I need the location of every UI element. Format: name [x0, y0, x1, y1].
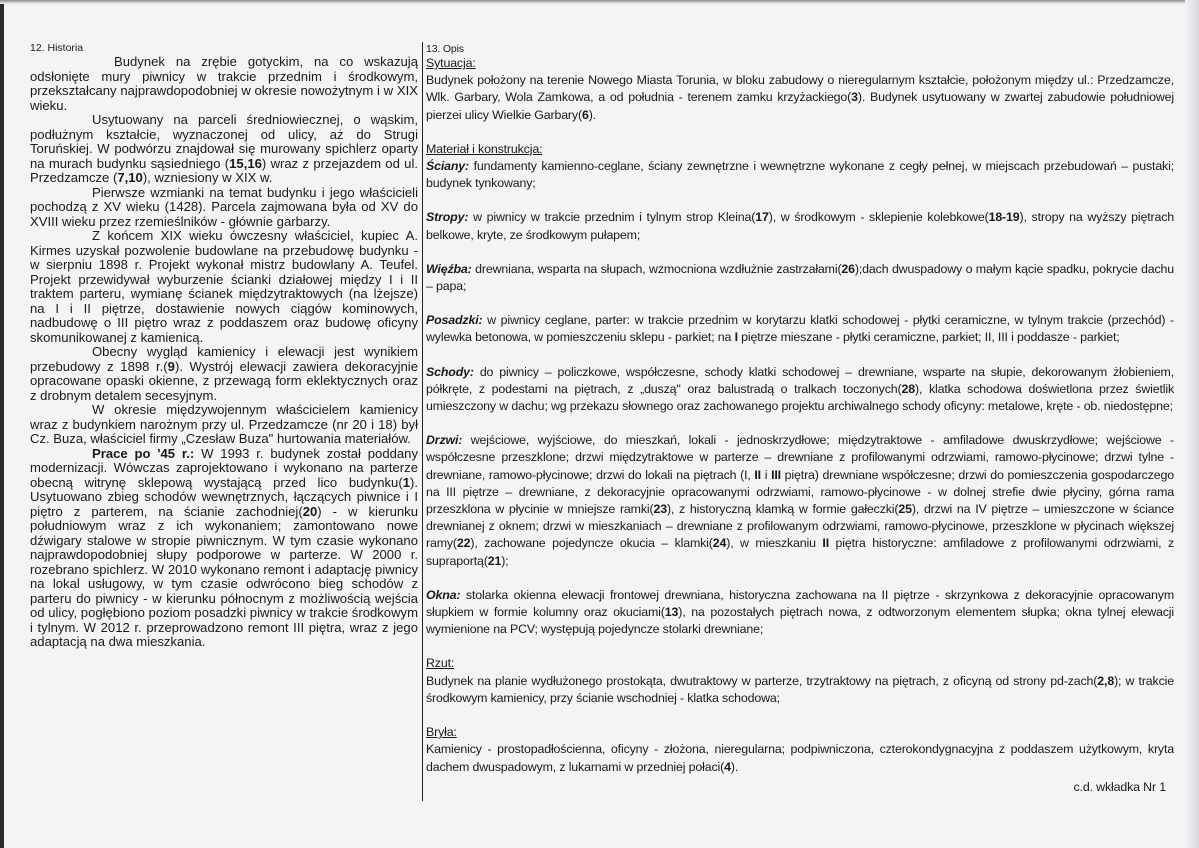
material-item: Posadzki: w piwnicy ceglane, parter: w trakcie przednim w korytarzu klatki schodowej - płytki ceramiczne, w tylnym trakcie (przechód) - wylewka betonowa, w pomieszczeniu sklepu - parkiet; na I piętrze mieszane - płytki ceramiczne, parkiet; II, III i poddasze - parkiet; — [426, 313, 1174, 345]
material-item: Okna: stolarka okienna elewacji frontowej drewniana, historyczna zachowana na II piętrze - skrzynkowa z dekoracyjnie opracowanym słupkiem w formie kolumny oraz okuciami(13), na pozostałych piętrach nowa, z odtworzonym elementem słupka; okna tylnej elewacji wymienione na PCV; występują pojedyncze stolarki drewniane; — [426, 587, 1174, 637]
history-paragraphs — [30, 55, 418, 650]
subheading-material: Materiał i konstrukcja: — [426, 141, 543, 156]
continued-note: c.d. wkładka Nr 1 — [1073, 779, 1166, 794]
material-item: Schody: do piwnicy – policzkowe, współczesne, schody klatki schodowej – drewniane, wsparte na słupie, dekorowanym żłobieniem, półkręte, z podestami na piętrach, z „duszą" oraz balustradą o tralkach toczonych(28), klatka schodowa doświetlona przez świetlik umieszczony w dachu; wg przekazu słownego oraz zachowanego projektu archiwalnego schody oficyny: metalowe, kręte - ob. niedostępne; — [426, 364, 1174, 414]
bold-reference: 6 — [581, 107, 589, 122]
bold-reference: 18-19 — [988, 210, 1020, 225]
paragraph-rzut: Budynek na planie wydłużonego prostokąta, dwutraktowy w parterze, trzytraktowy na piętrach, z oficyną od strony pd-zach(2,8); w trakcie środkowym kamienicy, przy ścianie wschodniej - klatka schodowa; — [426, 673, 1174, 705]
bold-reference: 4 — [724, 759, 731, 774]
section-title-historia: 12. Historia — [30, 42, 84, 54]
material-term: Posadzki: — [426, 313, 483, 328]
bold-reference: 20 — [302, 503, 318, 519]
bold-reference: 9 — [167, 358, 175, 374]
bold-reference: II — [822, 536, 830, 551]
material-term: Drzwi: — [426, 433, 463, 448]
bold-reference: II — [754, 467, 761, 482]
bold-reference: 13 — [664, 605, 679, 620]
column-divider — [422, 42, 423, 801]
material-term: Okna: — [426, 587, 461, 602]
bold-reference: 26 — [841, 261, 855, 276]
bold-reference: 1 — [402, 474, 410, 490]
history-paragraph: Prace po '45 r.: W 1993 r. budynek został poddany modernizacji. Wówczas zaprojektowano i wykonano na parterze obecną witrynę sklepową wystającą przed lico budynku(1). Usytuowano zbieg schodów wewnętrznych, łączących piwnice i I piętro z parterem, na ścianie zachodniej(20) - w kierunku południowym wraz z ich wykonaniem; zamontowano nowe dźwigary stalowe w stropie piwnicznym. W tym czasie wykonano najprawdopodobniej słupy podporowe w parterze. W 2000 r. rozebrano spichlerz. W 2010 wykonano remont i adaptację piwnicy na lokal usługowy, w tym czasie odwrócono bieg schodów z parteru do piwnicy - w kierunku północnym z możliwością wejścia od ulicy, pogłębiono poziom posadzki piwnicy w trakcie środkowym i tylnym. W 2012 r. przeprowadzono remont III piętra, wraz z jego adaptacją na dwa mieszkania. — [30, 445, 418, 649]
material-items — [426, 158, 1174, 655]
history-paragraph: W okresie międzywojennym właścicielem kamienicy wraz z budynkiem narożnym przy ul. Przedzamcze (nr 20 i 18) był Cz. Buza, właściciel firmy „Czesław Buza" hurtowania materiałów. — [30, 402, 418, 446]
bold-reference: 28 — [901, 381, 915, 396]
bold-reference: 24 — [712, 536, 727, 551]
material-term: Stropy: — [426, 210, 469, 225]
bold-reference: 7,10 — [117, 170, 143, 185]
scan-edge — [1185, 0, 1199, 848]
subheading-sytuacja: Sytuacja: — [426, 56, 476, 70]
bold-reference: I — [734, 330, 738, 345]
material-term: Ściany: — [426, 159, 470, 174]
material-term: Schody: — [426, 364, 474, 379]
bold-reference: 23 — [653, 502, 667, 517]
subheading-bryla: Bryła: — [426, 725, 457, 740]
material-term: Więźba: — [426, 261, 472, 276]
history-paragraph: Obecny wygląd kamienicy i elewacji jest wynikiem przebudowy z 1898 r.(9). Wystrój elewacji zawiera dekoracyjnie opracowane opaski okienne, z przewagą form eklektycznych oraz z drobnym detalem secesyjnym. — [30, 344, 418, 403]
material-item: Stropy: w piwnicy w trakcie przednim i tylnym strop Kleina(17), w środkowym - sklepienie kolebkowe(18-19), stropy na wyższy piętrach belkowe, kryte, ze środkowym pułapem; — [426, 210, 1175, 242]
bold-reference: 22 — [456, 536, 471, 551]
bold-reference: 17 — [755, 210, 769, 225]
material-item: Drzwi: wejściowe, wyjściowe, do mieszkań, lokali - jednoskrzydłowe; międzytraktowe - amfiladowe dwuskrzydłowe; wejściowe - współczesne przeszklone; drzwi międzytraktowe w parterze – drewniane z profilowanymi odrzwiami, ramowo-płycinowe; drzwi tylne - drewniane, ramowo-płycinowe; drzwi do lokali na piętrach (I, II i III piętra) drewniane współczesne; drzwi do pomieszczenia gospodarczego na III piętrze – drewniane, z dekoracyjnie opracowanymi odrzwiami, ramowo-płycinowe - w dolnej strefie dwie płyciny, górna rama przeszklona w płycinie w mniejsze ramki(23), z historyczną klamką w formie gałeczki(25), drzwi na IV piętrze – umieszczone w ściance drewnianej z oknem; drzwi w mieszkaniach – drewniane z profilowanym odrzwiami, ramowo-płycinowe, przeszklone w płycinach większej ramy(22), zachowane pojedyncze okucia – klamki(24), w mieszkaniu II piętra historyczne: amfiladowe z profilowanymi odrzwiami, z supraportą(21); — [426, 433, 1174, 568]
history-paragraph: Budynek na zrębie gotyckim, na co wskazują odsłonięte mury piwnicy w trakcie przednim i środkowym, przekształcany najprawdopodobniej w okresie nowożytnym i w XIX wieku. — [30, 54, 418, 113]
bold-reference: 15,16 — [229, 155, 262, 171]
description-column — [426, 43, 1174, 796]
bold-reference: 2,8 — [1097, 673, 1115, 688]
bold-reference: 21 — [487, 553, 502, 568]
scan-edge — [0, 0, 4, 848]
history-paragraph: Usytuowany na parceli średniowiecznej, o wąskim, podłużnym kształcie, wyznaczonej od ulicy, aż do Strugi Toruńskiej. W podwórzu znajdował się murowany spichlerz oparty na murach budynku sąsiedniego (15,16) wraz z przejazdem od ul. Przedzamcze (7,10), wzniesiony w XIX w. — [30, 112, 418, 185]
scan-edge — [0, 0, 1199, 4]
history-column — [30, 42, 418, 650]
bold-reference: 3 — [851, 90, 858, 105]
subheading-rzut: Rzut: — [426, 656, 455, 671]
history-paragraph: Z końcem XIX wieku ówczesny właściciel, kupiec A. Kirmes uzyskał pozwolenie budowlane na przebudowę budynku - w sierpniu 1898 r. Projekt wykonał mistrz budowlany A. Teufel. Projekt przewidywał wyburzenie ścianki działowej między I i II traktem parteru, wymianę ścianek międzytraktowych (na lżejsze) na I i II piętrze, dostawienie nowych ciągów kominowych, nadbudowę o III piętro wraz z poddaszem oraz budowę oficyny skomunikowanej z kamienicą. — [30, 228, 418, 345]
bold-reference: Prace po '45 r.: — [92, 445, 195, 461]
paragraph-bryla: Kamienicy - prostopadłościenna, oficyny - złożona, nieregularna; podpiwniczona, czterokondygnacyjna z poddaszem użytkowym, kryta dachem dwuspadowym, z lukarnami w przedniej połaci(4). — [426, 742, 1174, 774]
section-title-opis: 13. Opis — [426, 43, 464, 55]
bold-reference: 25 — [898, 502, 912, 517]
material-item: Więźba: drewniana, wsparta na słupach, wzmocniona wzdłużnie zastrzałami(26);dach dwuspadowy o małym kącie spadku, pokrycie dachu – papa; — [426, 261, 1174, 294]
material-item: Ściany: fundamenty kamienno-ceglane, ściany zewnętrzne i wewnętrzne wykonane z cegły pełnej, w miejscach przebudowań – pustaki; budynek tynkowany; — [426, 159, 1174, 191]
history-paragraph: Pierwsze wzmianki na temat budynku i jego właścicieli pochodzą z XV wieku (1428). Parcela zajmowana była od XV do XVIII wieku przez rzemieślników - głównie garbarzy. — [30, 184, 418, 229]
paragraph-sytuacja: Budynek położony na terenie Nowego Miasta Torunia, w bloku zabudowy o nieregularnym kształcie, położonym między ul.: Przedzamcze, Wlk. Garbary, Wola Zamkowa, a od południa - terenem zamku krzyżackiego(3). Budynek usytuowany w zwartej zabudowie południowej pierzei ulicy Wielkie Garbary(6). — [426, 73, 1174, 122]
bold-reference: III — [771, 467, 781, 482]
